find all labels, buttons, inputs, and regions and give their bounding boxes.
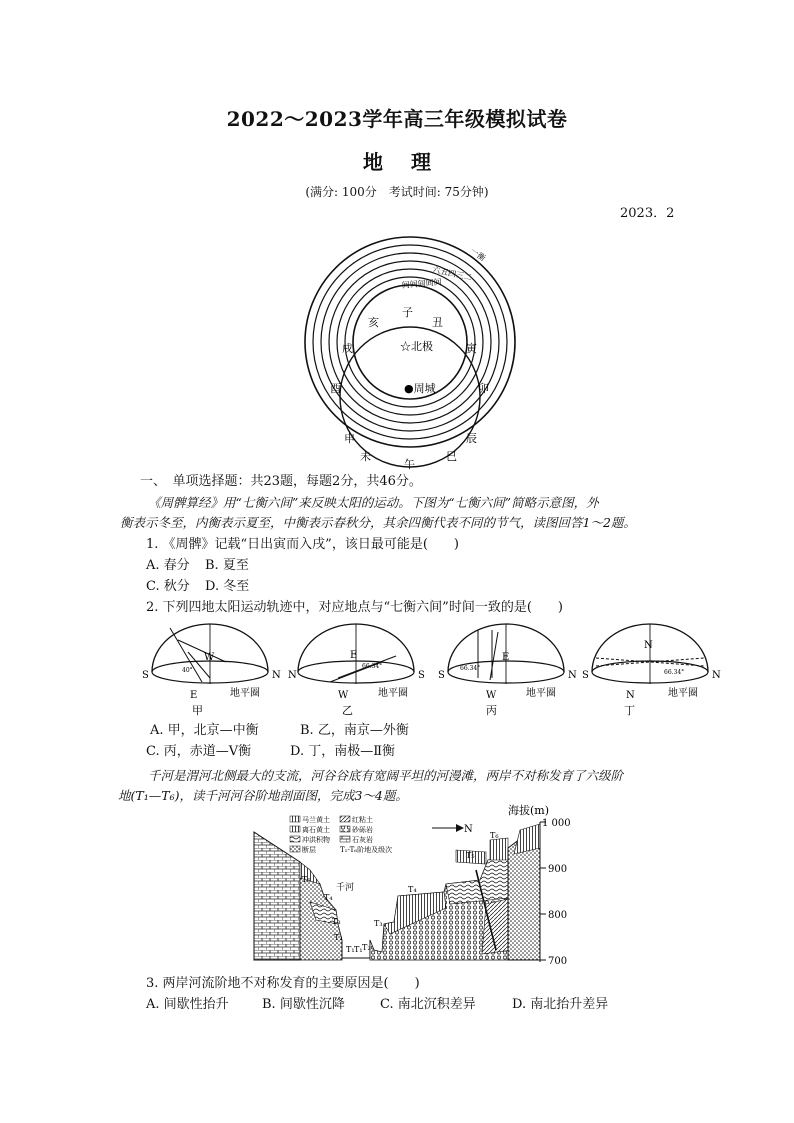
branch-shen: 申 (344, 432, 355, 445)
branch-wu: 午 (404, 458, 415, 470)
river-terrace-profile (250, 800, 586, 970)
ring-label-outer: 一衡 (468, 246, 488, 263)
ding-bottom: N (626, 690, 635, 701)
intro-line-2: 衡表示冬至，内衡表示夏至，中衡表示春秋分，其余四衡代表不同的节气，读图回答1～2题。 (120, 515, 636, 530)
jia-name: 甲 (192, 704, 203, 717)
branch-si: 巳 (446, 450, 457, 463)
yi-right: S (418, 670, 425, 681)
branch-zi: 子 (402, 306, 413, 319)
svg-text:66.34°: 66.34° (460, 665, 481, 672)
exam-info: (满分: 100分 考试时间: 75分钟) (305, 185, 489, 199)
ding-left: S (582, 670, 589, 681)
terrace-right-t6: T₆ (490, 831, 499, 840)
ding-horizon: 地平圈 (668, 688, 698, 699)
terrace-right-t2: T₂ (362, 943, 371, 952)
sun-path-diagram-ding (580, 622, 730, 718)
zhoucheng-label: ●周城 (404, 382, 436, 395)
river-label: 千河 (336, 883, 355, 893)
yi-top: E (350, 650, 358, 661)
terrace-left-t1: T₁ (346, 945, 355, 954)
q1-option-d[interactable]: D. 冬至 (205, 579, 250, 594)
tick-1000: 1 000 (542, 818, 571, 829)
q1-stem: 1. 《周髀》记载“日出寅而入戌”，该日最可能是( ) (146, 537, 459, 552)
bing-right: N (568, 670, 577, 681)
legend-conglomerate: 砂砾岩 (352, 826, 373, 834)
qiheng-liujian-diagram (300, 222, 520, 470)
exam-title: 2022～2023学年高三年级模拟试卷 (226, 107, 568, 131)
q1-option-a[interactable]: A. 春分 (146, 558, 190, 573)
q1-option-c[interactable]: C. 秋分 (146, 579, 190, 594)
sun-path-diagram-yi (286, 622, 436, 718)
branch-yin: 寅 (466, 342, 477, 355)
branch-xu: 戌 (342, 342, 353, 355)
ding-right: N (712, 670, 721, 681)
ding-top: N (644, 640, 653, 651)
yi-horizon: 地平圈 (378, 688, 408, 699)
terrace-right-t1: T₁ (354, 945, 363, 954)
jia-right: N (272, 670, 281, 681)
q2-option-b[interactable]: B. 乙，南京—外衡 (300, 723, 409, 738)
branch-chou: 丑 (432, 316, 443, 329)
tick-900: 900 (548, 864, 568, 875)
exam-date: 2023．2 (620, 206, 675, 221)
terrace-right-t4: T₄ (408, 885, 417, 894)
passage2-line-1: 千河是渭河北侧最大的支流，河谷谷底有宽阔平坦的河漫滩，两岸不对称发育了六级阶 (148, 768, 624, 783)
north-label: N (464, 824, 473, 835)
q2-option-a[interactable]: A. 甲，北京—中衡 (150, 723, 259, 738)
intro-line-1: 《周髀算经》用“七衡六间”来反映太阳的运动。下图为“七衡六间”简略示意图，外 (148, 495, 599, 510)
bing-horizon: 地平圈 (526, 688, 556, 699)
tick-800: 800 (548, 910, 568, 921)
yi-bottom: W (338, 690, 349, 701)
yi-name: 乙 (342, 704, 353, 717)
terrace-right-t3: T₃ (374, 919, 383, 928)
q3-option-a[interactable]: A. 间歇性抬升 (146, 997, 229, 1012)
legend-red-clay: 红粘土 (352, 816, 373, 824)
terrace-left-t5: T₅ (302, 875, 311, 884)
branch-mao: 卯 (478, 382, 489, 395)
sun-path-diagram-bing (436, 622, 586, 718)
q1-option-b[interactable]: B. 夏至 (205, 558, 249, 573)
legend-limestone: 石灰岩 (352, 836, 373, 844)
yi-left: N (288, 670, 297, 681)
ring-label-gaps: 间间间间间 (401, 277, 443, 290)
bing-name: 丙 (486, 704, 497, 717)
sun-path-diagram-jia (140, 622, 290, 718)
jia-left: S (142, 670, 149, 681)
terrace-right-t5: T₅ (466, 851, 475, 860)
bing-left: S (438, 670, 445, 681)
jia-top: W (204, 652, 215, 663)
bing-bottom: W (486, 690, 497, 701)
ring-label-middle: 六五四三二 (431, 265, 473, 283)
branch-you: 酉 (330, 382, 341, 395)
svg-text:66.34°: 66.34° (664, 669, 685, 676)
tick-700: 700 (548, 956, 568, 967)
q3-stem: 3. 两岸河流阶地不对称发育的主要原因是( ) (146, 976, 420, 991)
q3-option-c[interactable]: C. 南北沉积差异 (380, 997, 476, 1012)
terrace-left-t2: T₂ (334, 933, 343, 942)
terrace-left-t4: T₄ (324, 893, 333, 902)
q2-option-c[interactable]: C. 丙，赤道—V衡 (146, 744, 252, 759)
branch-wei: 未 (360, 450, 371, 463)
bing-top: E (502, 652, 510, 663)
terrace-left-t3: T₃ (332, 917, 341, 926)
q2-option-d[interactable]: D. 丁，南极—Ⅱ衡 (290, 744, 396, 759)
branch-chen: 辰 (466, 432, 477, 445)
legend-malan-loess: 马兰黄土 (302, 816, 330, 824)
q2-stem: 2. 下列四地太阳运动轨迹中，对应地点与“七衡六间”时间一致的是( ) (146, 600, 563, 615)
legend-lishi-loess: 离石黄土 (302, 826, 330, 834)
branch-hai: 亥 (368, 316, 379, 329)
ding-name: 丁 (624, 704, 635, 717)
jia-horizon: 地平圈 (230, 688, 260, 699)
legend-fault: 断层 (302, 846, 316, 854)
svg-text:66.34°: 66.34° (362, 663, 383, 670)
svg-text:40°: 40° (182, 667, 193, 674)
exam-subject: 地理 (363, 150, 459, 174)
q3-option-d[interactable]: D. 南北抬升差异 (512, 997, 609, 1012)
altitude-label: 海拔(m) (508, 804, 550, 817)
passage2-line-2: 地(T₁—T₆)，读千河河谷阶地剖面图，完成3～4题。 (118, 788, 408, 803)
jia-bottom: E (190, 690, 198, 701)
legend-terrace-levels: T₁-T₆阶地及级次 (340, 846, 393, 854)
q3-option-b[interactable]: B. 间歇性沉降 (262, 997, 345, 1012)
legend-alluvium: 冲洪积物 (302, 836, 330, 844)
section-heading: 一、 单项选择题：共23题，每题2分，共46分。 (140, 474, 422, 489)
north-pole-label: ☆北极 (400, 340, 433, 353)
